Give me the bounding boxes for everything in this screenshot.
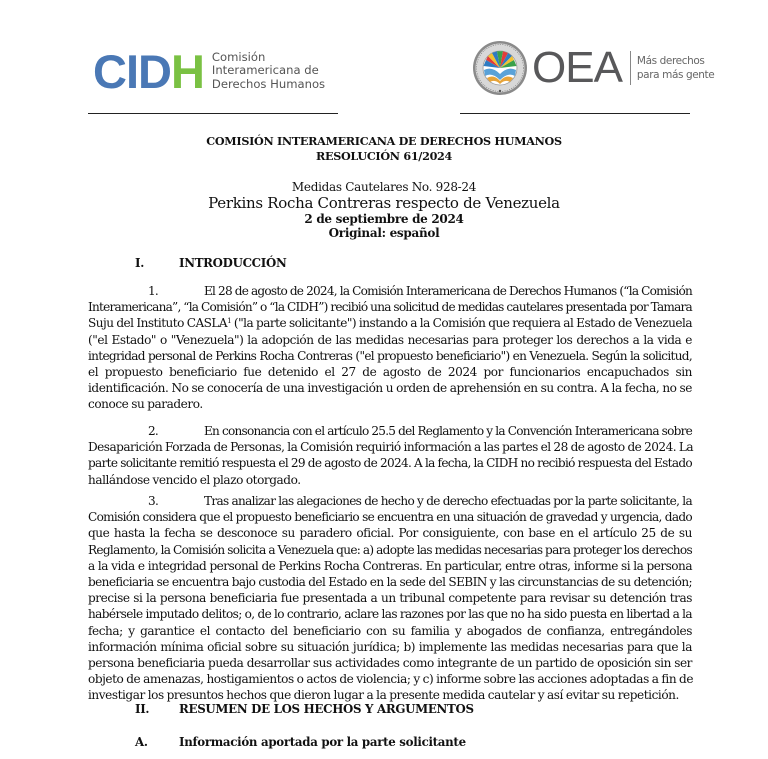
cidh-logo (93, 46, 325, 96)
cidh-letters-blue: CID (93, 44, 171, 98)
paragraph-line: Comisión considera que el propuesto beneficiario se encuentra en una situación de gravedad y urgencia, dado (88, 510, 692, 525)
title-resolution: RESOLUCIÓN 61/2024 (315, 149, 453, 163)
cidh-name (212, 51, 325, 92)
oea-logo (472, 40, 714, 96)
paragraph-line: precise si la persona beneficiaria fue presentada a un tribunal competente para revisar su detención tras (88, 591, 692, 606)
paragraph-text: En consonancia con el artículo 25.5 del Reglamento y la Convención Interamericana sobre (204, 424, 692, 438)
paragraph-line: hallándose vencido el plazo otorgado. (88, 472, 301, 487)
paragraph-line: fecha; y garantice el contacto del beneficiario con su familia y abogados de confianza, entregándoles (88, 623, 692, 638)
paragraph-line (88, 315, 692, 331)
subtitle-date: 2 de septiembre de 2024 (304, 212, 464, 226)
section-title: RESUMEN DE LOS HECHOS Y ARGUMENTOS (179, 702, 474, 716)
section-title: Información aportada por la parte solicitante (179, 735, 466, 749)
cidh-letter-green: H (170, 44, 204, 98)
paragraph-1 (88, 283, 692, 413)
header-rule-left (88, 113, 338, 114)
section-number: A. (135, 735, 148, 749)
paragraph-line: información mínima oficial sobre su situación jurídica; b) implemente las medidas necesarias para que la (88, 639, 692, 654)
paragraph-line: conoce su paradero. (88, 397, 203, 412)
subtitle-measures: Medidas Cautelares No. 928-24 (291, 180, 477, 194)
paragraph-number: 1. (148, 284, 158, 298)
title-commission: COMISIÓN INTERAMERICANA DE DERECHOS HUMANOS (206, 134, 562, 148)
paragraph-text: Suju del Instituto CASLA (88, 316, 228, 331)
paragraph-line: habérsele imputado delitos; o, de lo contrario, aclare las razones por las que no ha sido puesta en libertad a la (88, 607, 692, 622)
paragraph-number: 2. (148, 424, 158, 438)
oea-seal-icon (472, 40, 528, 96)
footnote-mark[interactable]: 1 (227, 317, 232, 326)
cidh-name-line: Interamericana de (211, 63, 319, 78)
oea-tagline-line: para más gente (636, 69, 715, 81)
paragraph-number: 3. (148, 494, 159, 508)
subtitle-original: Original: español (328, 226, 440, 240)
paragraph-text: Tras analizar las alegaciones de hecho y de derecho efectuadas por la parte solicitante, la (204, 494, 692, 508)
section-number: I. (135, 256, 145, 270)
oea-divider (630, 51, 631, 85)
subtitle-case: Perkins Rocha Contreras respecto de Venezuela (208, 194, 560, 212)
cidh-logo-letters (93, 44, 204, 98)
oea-logo-letters: OEA (532, 43, 622, 92)
paragraph-line: Reglamento, la Comisión solicita a Venezuela que: a) adopte las medidas necesarias para proteger los derechos (88, 542, 692, 557)
paragraph-line: parte solicitante remitió respuesta el 29 de agosto de 2024. A la fecha, la CIDH no recibió respuesta del Estado (88, 456, 692, 471)
paragraph-text: El 28 de agosto de 2024, la Comisión Interamericana de Derechos Humanos (“la Comisión (204, 284, 692, 298)
paragraph-text: ("la parte solicitante") instando a la Comisión que requiera al Estado de Venezuela (231, 316, 692, 331)
oea-tagline-line: Más derechos (636, 55, 705, 67)
paragraph-line: persona beneficiaria pueda desarrollar sus actividades como integrante de un partido de oposición sin ser (88, 655, 692, 670)
section-title: INTRODUCCIÓN (179, 256, 287, 270)
paragraph-line: Interamericana”, “la Comisión” o “la CIDH”) recibió una solicitud de medidas cautelares presentada por Tamara (88, 300, 692, 315)
section-heading-intro (135, 256, 286, 270)
paragraph-3 (88, 493, 692, 703)
paragraph-line: ("el Estado" o "Venezuela") la adopción de las medidas necesarias para proteger los derechos a la vida e (88, 332, 692, 347)
paragraph-line: objeto de amenazas, hostigamientos o actos de violencia; y c) informe sobre las acciones adoptadas a fin de (88, 672, 694, 687)
paragraph-line: que hasta la fecha se desconoce su paradero oficial. Por consiguiente, con base en el artículo 25 de su (88, 526, 692, 541)
paragraph-line: a la vida e integridad personal de Perkins Rocha Contreras. En particular, entre otras, informe si la persona (88, 558, 692, 573)
cidh-name-line: Comisión (211, 49, 266, 64)
paragraph-line: el propuesto beneficiario fue detenido el 27 de agosto de 2024 por funcionarios encapuchados sin (88, 364, 692, 379)
section-number: II. (135, 702, 150, 716)
paragraph-line: beneficiaria se encuentra bajo custodia del Estado en la sede del SEBIN y las circunstancias de su detención; (88, 574, 692, 589)
section-heading-summary (135, 702, 474, 716)
paragraph-2 (88, 423, 692, 488)
paragraph-line: identificación. No se conocería de una investigación u orden de aprehensión en su contra. A la fecha, no se (88, 381, 692, 396)
paragraph-line (88, 423, 692, 439)
paragraph-line: integridad personal de Perkins Rocha Contreras ("el propuesto beneficiario") en Venezuela. Según la solicitud, (88, 348, 692, 363)
oea-tagline (637, 54, 714, 82)
header-rule-right (460, 113, 690, 114)
document-title (0, 134, 768, 164)
paragraph-line (88, 493, 692, 509)
cidh-name-line: Derechos Humanos (211, 76, 326, 91)
document-subtitle (0, 180, 768, 240)
paragraph-line: Desaparición Forzada de Personas, la Comisión requirió información a las partes el 28 de agosto de 2024. La (88, 440, 694, 455)
paragraph-line (88, 283, 692, 299)
subsection-heading-a (135, 735, 466, 749)
paragraph-line: investigar los presuntos hechos que dieron lugar a la presente medida cautelar y así evitar su repetición. (88, 688, 679, 703)
